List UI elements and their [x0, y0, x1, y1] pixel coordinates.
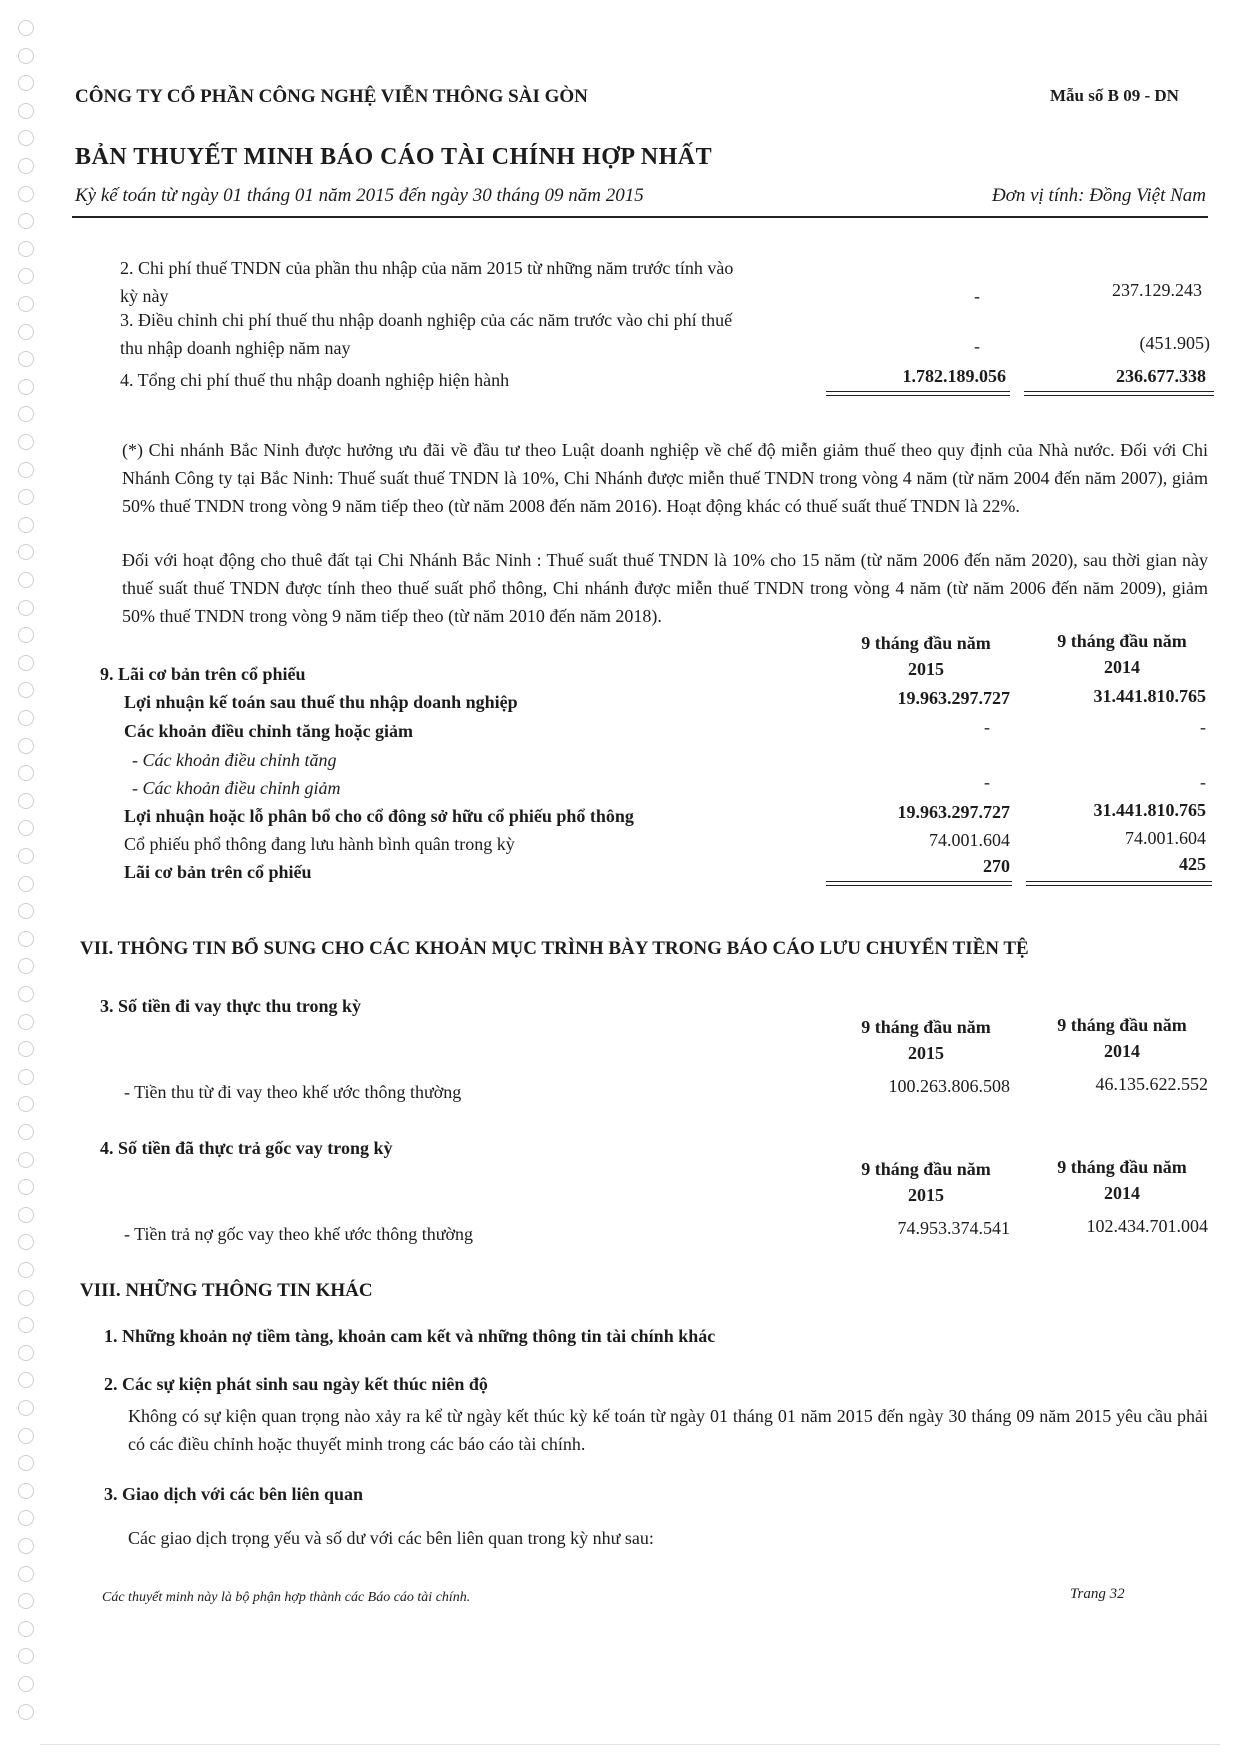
binder-hole	[18, 186, 34, 202]
page-number: Trang 32	[1070, 1586, 1125, 1602]
binder-hole	[18, 517, 34, 533]
binder-hole	[18, 48, 34, 64]
binder-hole	[18, 876, 34, 892]
binder-hole	[18, 1345, 34, 1361]
repayments-heading: 4. Số tiền đã thực trả gốc vay trong kỳ	[100, 1138, 393, 1158]
eps-row6-label: Cổ phiếu phổ thông đang lưu hành bình quân trong kỳ	[124, 834, 515, 854]
binder-hole	[18, 1538, 34, 1554]
document-title: BẢN THUYẾT MINH BÁO CÁO TÀI CHÍNH HỢP NHẤT	[75, 144, 713, 170]
binder-hole	[18, 379, 34, 395]
eps-row1-label: Lợi nhuận kế toán sau thuế thu nhập doanh nghiệp	[124, 692, 518, 712]
eps-row4-2014: -	[1200, 772, 1206, 792]
eps-underline-2014-a	[1026, 881, 1212, 882]
binder-hole	[18, 1290, 34, 1306]
binder-hole	[18, 268, 34, 284]
eps-underline-2014-b	[1026, 885, 1212, 886]
borrowings-received-heading: 3. Số tiền đi vay thực thu trong kỳ	[100, 996, 362, 1016]
binder-hole	[18, 1124, 34, 1140]
header-divider	[72, 216, 1208, 218]
repayments-2014: 102.434.701.004	[1086, 1216, 1208, 1236]
binder-holes	[18, 20, 36, 1740]
binder-hole	[18, 1069, 34, 1085]
binder-hole	[18, 213, 34, 229]
borrow-col-2015-line2: 2015	[908, 1043, 944, 1063]
borrow-col-2014-line1: 9 tháng đầu năm	[1057, 1015, 1187, 1035]
total-underline-2014-b	[1024, 395, 1214, 396]
eps-row5-2014: 31.441.810.765	[1093, 800, 1206, 820]
binder-hole	[18, 1676, 34, 1692]
tax-row3-value-2014: (451.905)	[1139, 333, 1210, 353]
binder-hole	[18, 489, 34, 505]
binder-hole	[18, 627, 34, 643]
binder-hole	[18, 462, 34, 478]
binder-hole	[18, 434, 34, 450]
borrowings-received-2014: 46.135.622.552	[1095, 1074, 1208, 1094]
binder-hole	[18, 600, 34, 616]
binder-hole	[18, 958, 34, 974]
total-underline-2014-a	[1024, 391, 1214, 392]
section-vii-title: VII. THÔNG TIN BỔ SUNG CHO CÁC KHOẢN MỤC TRÌNH BÀY TRONG BÁO CÁO LƯU CHUYỂN TIỀN TỆ	[80, 938, 1029, 959]
currency-unit: Đơn vị tính: Đồng Việt Nam	[991, 185, 1206, 206]
binder-hole	[18, 130, 34, 146]
eps-row5-label: Lợi nhuận hoặc lỗ phân bổ cho cổ đông sở hữu cổ phiếu phổ thông	[124, 806, 634, 826]
tax-row4-label: 4. Tổng chi phí thuế thu nhập doanh nghiệp hiện hành	[120, 370, 510, 390]
eps-row7-2014: 425	[1179, 854, 1206, 874]
binder-hole	[18, 1648, 34, 1664]
binder-hole	[18, 324, 34, 340]
binder-hole	[18, 682, 34, 698]
binder-hole	[18, 1317, 34, 1333]
binder-hole	[18, 1179, 34, 1195]
tax-row3-label-line1: 3. Điều chỉnh chi phí thuế thu nhập doanh nghiệp của các năm trước vào chi phí thuế	[120, 310, 733, 330]
binder-hole	[18, 1152, 34, 1168]
land-lease-tax-note: Đối với hoạt động cho thuê đất tại Chi Nhánh Bắc Ninh : Thuế suất thuế TNDN là 10% cho 15 năm (từ năm 2006 đến năm 2020), sau thời gian này thuế suất thuế TNDN được tính theo thuế suất phổ thông, Chi nhánh được miễn thuế TNDN trong vòng 4 năm (từ năm 2006 đến năm 2009), giảm 50% thuế TNDN trong vòng 9 năm tiếp theo (từ năm 2010 đến năm 2018).	[122, 550, 1208, 626]
binder-hole	[18, 1372, 34, 1388]
binder-hole	[18, 1593, 34, 1609]
binder-hole	[18, 1455, 34, 1471]
borrowings-received-row: - Tiền thu từ đi vay theo khế ước thông thường	[124, 1082, 462, 1102]
borrow-col-2015-line1: 9 tháng đầu năm	[861, 1017, 991, 1037]
binder-hole	[18, 710, 34, 726]
binder-hole	[18, 1704, 34, 1720]
eps-heading: 9. Lãi cơ bản trên cổ phiếu	[100, 664, 306, 684]
eps-row4-2015: -	[984, 772, 990, 792]
binder-hole	[18, 572, 34, 588]
tax-row2-label-line1: 2. Chi phí thuế TNDN của phần thu nhập của năm 2015 từ những năm trước tính vào	[120, 258, 734, 278]
binder-hole	[18, 820, 34, 836]
binder-hole	[18, 1262, 34, 1278]
binder-hole	[18, 1510, 34, 1526]
borrowings-received-2015: 100.263.806.508	[888, 1076, 1010, 1096]
eps-row2-2014: -	[1200, 717, 1206, 737]
eps-underline-2015-a	[826, 881, 1012, 882]
tax-row3-label-line2: thu nhập doanh nghiệp năm nay	[120, 338, 351, 358]
tax-row2-value-2014: 237.129.243	[1112, 280, 1202, 300]
binder-hole	[18, 103, 34, 119]
binder-hole	[18, 75, 34, 91]
binder-hole	[18, 20, 34, 36]
binder-hole	[18, 986, 34, 1002]
binder-hole	[18, 1483, 34, 1499]
tax-row3-value-2015: -	[974, 336, 980, 356]
binder-hole	[18, 903, 34, 919]
binder-hole	[18, 406, 34, 422]
binder-hole	[18, 351, 34, 367]
section-viii-title: VIII. NHỮNG THÔNG TIN KHÁC	[80, 1280, 373, 1301]
contingencies-heading: 1. Những khoản nợ tiềm tàng, khoản cam kết và những thông tin tài chính khác	[104, 1326, 716, 1346]
binder-hole	[18, 655, 34, 671]
eps-row2-label: Các khoản điều chỉnh tăng hoặc giảm	[124, 721, 414, 741]
binder-hole	[18, 1041, 34, 1057]
eps-row4-label: - Các khoản điều chỉnh giảm	[132, 778, 341, 798]
eps-row6-2015: 74.001.604	[929, 830, 1010, 850]
repay-col-2015-line2: 2015	[908, 1185, 944, 1205]
form-number: Mẫu số B 09 - DN	[1050, 86, 1179, 105]
tax-row2-label-line2: kỳ này	[120, 286, 169, 306]
eps-row7-2015: 270	[983, 856, 1010, 876]
borrow-col-2014-line2: 2014	[1104, 1041, 1140, 1061]
binder-hole	[18, 1207, 34, 1223]
repay-col-2014-line2: 2014	[1104, 1183, 1140, 1203]
subsequent-events-text: Không có sự kiện quan trọng nào xảy ra kể từ ngày kết thúc kỳ kế toán từ ngày 01 tháng 01 năm 2015 đến ngày 30 tháng 09 năm 2015 yêu cầu phải có các điều chỉnh hoặc thuyết minh trong các báo cáo tài chính.	[128, 1406, 1208, 1454]
binder-hole	[18, 1621, 34, 1637]
eps-row1-2014: 31.441.810.765	[1093, 686, 1206, 706]
binder-hole	[18, 1400, 34, 1416]
eps-row2-2015: -	[984, 717, 990, 737]
repay-col-2015-line1: 9 tháng đầu năm	[861, 1159, 991, 1179]
binder-hole	[18, 1566, 34, 1582]
binder-hole	[18, 738, 34, 754]
binder-hole	[18, 765, 34, 781]
repay-col-2014-line1: 9 tháng đầu năm	[1057, 1157, 1187, 1177]
subsequent-events-heading: 2. Các sự kiện phát sinh sau ngày kết thúc niên độ	[104, 1374, 488, 1394]
eps-col-2014-line2: 2014	[1104, 657, 1140, 677]
repayments-row: - Tiền trả nợ gốc vay theo khế ước thông thường	[124, 1224, 474, 1244]
footer-note: Các thuyết minh này là bộ phận hợp thành các Báo cáo tài chính.	[102, 1590, 471, 1605]
related-parties-heading: 3. Giao dịch với các bên liên quan	[104, 1484, 364, 1504]
tax-row4-value-2014: 236.677.338	[1116, 366, 1206, 386]
related-parties-text: Các giao dịch trọng yếu và số dư với các bên liên quan trong kỳ như sau:	[128, 1528, 654, 1548]
total-underline-2015-b	[826, 395, 1010, 396]
repayments-2015: 74.953.374.541	[897, 1218, 1010, 1238]
binder-hole	[18, 296, 34, 312]
binder-hole	[18, 241, 34, 257]
binder-hole	[18, 1096, 34, 1112]
binder-hole	[18, 848, 34, 864]
binder-hole	[18, 1234, 34, 1250]
scan-edge	[40, 1744, 1220, 1745]
eps-row5-2015: 19.963.297.727	[897, 802, 1010, 822]
tax-row2-value-2015: -	[974, 286, 980, 306]
eps-col-2015-line1: 9 tháng đầu năm	[861, 633, 991, 653]
binder-hole	[18, 158, 34, 174]
eps-row7-label: Lãi cơ bản trên cổ phiếu	[124, 862, 312, 882]
reporting-period: Kỳ kế toán từ ngày 01 tháng 01 năm 2015 đến ngày 30 tháng 09 năm 2015	[75, 185, 644, 206]
tax-row4-value-2015: 1.782.189.056	[902, 366, 1006, 386]
binder-hole	[18, 544, 34, 560]
company-name: CÔNG TY CỔ PHẦN CÔNG NGHỆ VIỄN THÔNG SÀI GÒN	[75, 86, 588, 107]
eps-row6-2014: 74.001.604	[1125, 828, 1206, 848]
eps-col-2014-line1: 9 tháng đầu năm	[1057, 631, 1187, 651]
binder-hole	[18, 793, 34, 809]
eps-col-2015-line2: 2015	[908, 659, 944, 679]
eps-underline-2015-b	[826, 885, 1012, 886]
total-underline-2015-a	[826, 391, 1010, 392]
eps-row3-label: - Các khoản điều chỉnh tăng	[132, 750, 337, 770]
binder-hole	[18, 1428, 34, 1444]
branch-tax-note: (*) Chi nhánh Bắc Ninh được hưởng ưu đãi về đầu tư theo Luật doanh nghiệp về chế độ miễn giảm thuế theo quy định của Nhà nước. Đối với Chi Nhánh Công ty tại Bắc Ninh: Thuế suất thuế TNDN là 10%, Chi Nhánh được miễn thuế TNDN trong vòng 4 năm (từ năm 2004 đến năm 2007), giảm 50% thuế TNDN trong vòng 9 năm tiếp theo (từ năm 2008 đến năm 2016). Hoạt động khác có thuế suất thuế TNDN là 22%.	[122, 440, 1208, 516]
binder-hole	[18, 1014, 34, 1030]
eps-row1-2015: 19.963.297.727	[897, 688, 1010, 708]
binder-hole	[18, 931, 34, 947]
